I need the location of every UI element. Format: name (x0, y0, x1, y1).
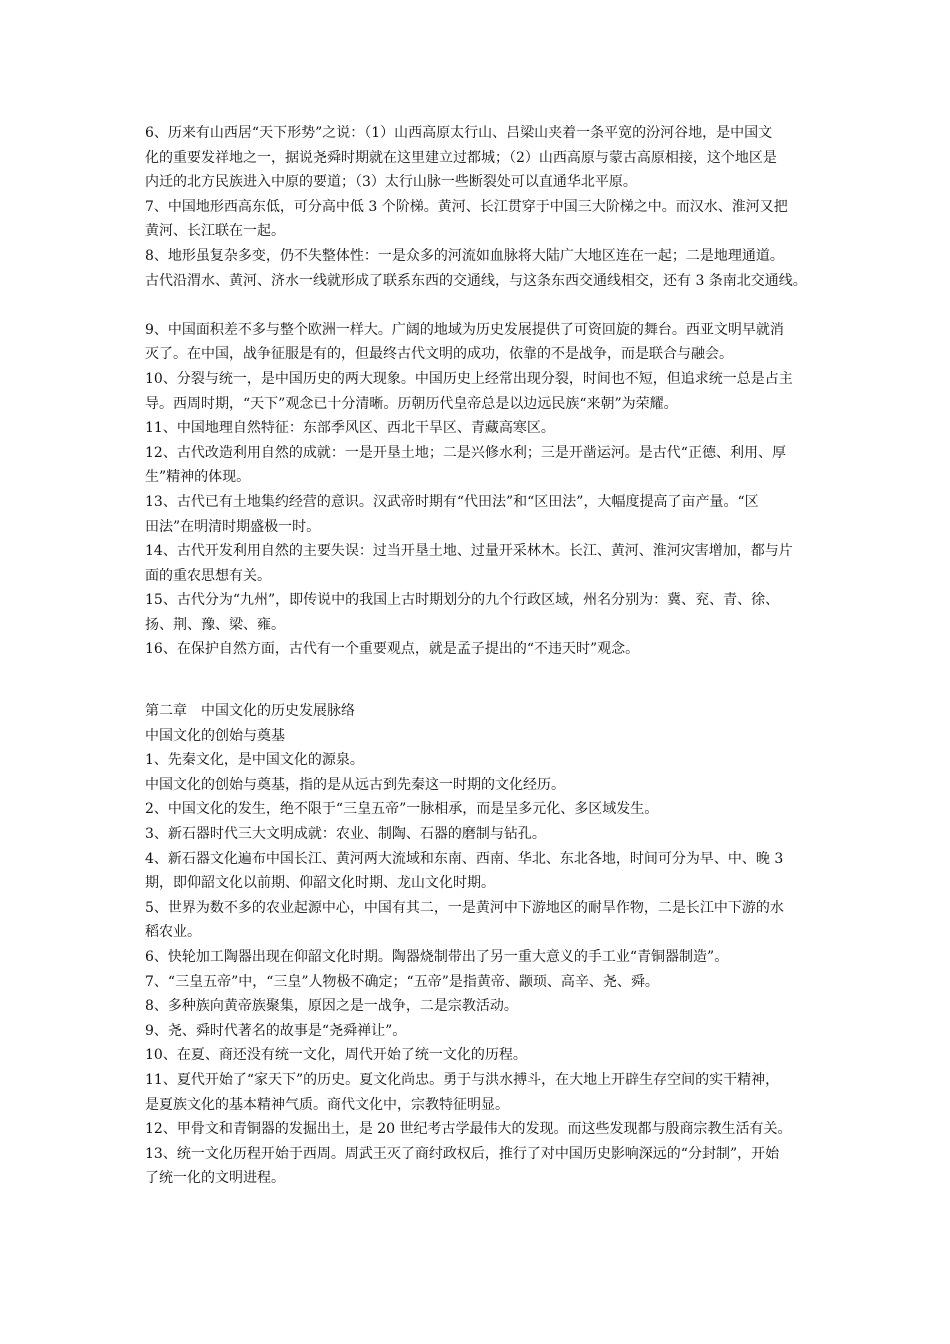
section-chapter-2 (145, 748, 815, 1191)
text-line: 15、古代分为“九州”，即传说中的我国上古时期划分的九个行政区域，州名分别为：冀、兖、青、徐、 (145, 592, 780, 609)
chapter-subtitle: 中国文化的创始与奠基 (145, 727, 285, 744)
text-line: 13、统一文化历程开始于西周。周武王灭了商纣政权后，推行了对中国历史影响深远的“分封制”，开始 (145, 1145, 780, 1162)
text-line: 10、在夏、商还没有统一文化，周代开始了统一文化的历程。 (145, 1047, 527, 1064)
text-line: 生”精神的体现。 (145, 469, 251, 486)
text-line: 是夏族文化的基本精神气质。商代文化中，宗教特征明显。 (145, 1096, 509, 1113)
text-line: 2、中国文化的发生，绝不限于“三皇五帝”一脉相承，而是呈多元化、多区域发生。 (145, 801, 659, 818)
text-line: 6、历来有山西居“天下形势”之说：（1）山西高原太行山、吕梁山夹着一条平宽的汾河谷地，是中国文 (145, 125, 773, 141)
text-line: 13、古代已有土地集约经营的意识。汉武帝时期有“代田法”和“区田法”，大幅度提高了亩产量。“区 (145, 493, 759, 510)
document-page (145, 121, 815, 1191)
text-line: 4、新石器文化遍布中国长江、黄河两大流域和东南、西南、华北、东北各地，时间可分为早、中、晚 3 (145, 850, 784, 867)
text-line: 11、夏代开始了“家天下”的历史。夏文化尚忠。勇于与洪水搏斗，在大地上开辟生存空间的实干精神， (145, 1071, 780, 1088)
text-line: 田法”在明清时期盛极一时。 (145, 518, 321, 535)
text-line: 6、快轮加工陶器出现在仰韶文化时期。陶器烧制带出了另一重大意义的手工业“青铜器制造”。 (145, 949, 729, 965)
text-line: 8、地形虽复杂多变，仍不失整体性：一是众多的河流如血脉将大陆广大地区连在一起；二是地理通道。 (145, 247, 784, 264)
text-line: 黄河、长江联在一起。 (145, 223, 285, 240)
text-line: 8、多种族向黄帝族聚集，原因之是一战争，二是宗教活动。 (145, 998, 518, 1015)
text-line: 10、分裂与统一，是中国历史的两大现象。中国历史上经常出现分裂，时间也不短，但追求统一总是占主 (145, 370, 793, 387)
text-line: 面的重农思想有关。 (145, 567, 271, 584)
text-line: 灭了。在中国，战争征服是有的，但最终古代文明的成功，依靠的不是战争，而是联合与融会。 (145, 346, 733, 363)
text-line: 导。西周时期，“天下”观念已十分清晰。历朝历代皇帝总是以边远民族“来朝”为荣耀。 (145, 395, 678, 412)
text-line: 12、古代改造利用自然的成就：一是开垦土地；二是兴修水利；三是开凿运河。是古代“正德、利用、厚 (145, 444, 786, 461)
text-line: 7、中国地形西高东低，可分高中低 3 个阶梯。黄河、长江贯穿于中国三大阶梯之中。而汉水、淮河又把 (145, 198, 788, 215)
text-line: 化的重要发祥地之一，据说尧舜时期就在这里建立过都城；（2）山西高原与蒙古高原相接，这个地区是 (145, 149, 777, 166)
paragraph-gap (145, 293, 815, 318)
text-line: 12、甲骨文和青铜器的发掘出土，是 20 世纪考古学最伟大的发现。而这些发现都与殷商宗教生活有关。 (145, 1121, 792, 1138)
text-line: 中国文化的创始与奠基，指的是从远古到先秦这一时期的文化经历。 (145, 776, 565, 793)
text-line: 16、在保护自然方面，古代有一个重要观点，就是孟子提出的“不违天时”观念。 (145, 641, 640, 658)
text-line: 内迁的北方民族进入中原的要道；（3）太行山脉一些断裂处可以直通华北平原。 (145, 174, 637, 191)
text-line: 期，即仰韶文化以前期、仰韶文化时期、龙山文化时期。 (145, 875, 495, 892)
text-line: 1、先秦文化，是中国文化的源泉。 (145, 752, 364, 769)
text-line: 9、中国面积差不多与整个欧洲一样大。广阔的地域为历史发展提供了可资回旋的舞台。西亚文明早就消 (145, 321, 784, 338)
text-line: 稻农业。 (145, 924, 201, 941)
text-line: 了统一化的文明进程。 (145, 1170, 285, 1187)
text-line: 14、古代开发利用自然的主要失误：过当开垦土地、过量开采林木。长江、黄河、淮河灾害增加，都与片 (145, 543, 793, 560)
text-line: 3、新石器时代三大文明成就：农业、制陶、石器的磨制与钻孔。 (145, 826, 546, 843)
text-line: 7、“三皇五帝”中，“三皇”人物极不确定；“五帝”是指黄帝、颛顼、高辛、尧、舜。 (145, 973, 659, 990)
section-geography-1 (145, 121, 815, 293)
section-geography-2 (145, 318, 815, 662)
chapter-title: 第二章 中国文化的历史发展脉络 (145, 703, 355, 720)
text-line: 9、尧、舜时代著名的故事是“尧舜禅让”。 (145, 1022, 407, 1039)
section-gap (145, 662, 815, 699)
text-line: 5、世界为数不多的农业起源中心，中国有其二，一是黄河中下游地区的耐旱作物，二是长江中下游的水 (145, 899, 784, 916)
text-line: 古代沿渭水、黄河、济水一线就形成了联系东西的交通线，与这条东西交通线相交，还有 3 条南北交通线。 (145, 272, 807, 289)
text-line: 扬、荆、豫、梁、雍。 (145, 616, 285, 633)
text-line: 11、中国地理自然特征：东部季风区、西北干旱区、青藏高寒区。 (145, 420, 555, 437)
